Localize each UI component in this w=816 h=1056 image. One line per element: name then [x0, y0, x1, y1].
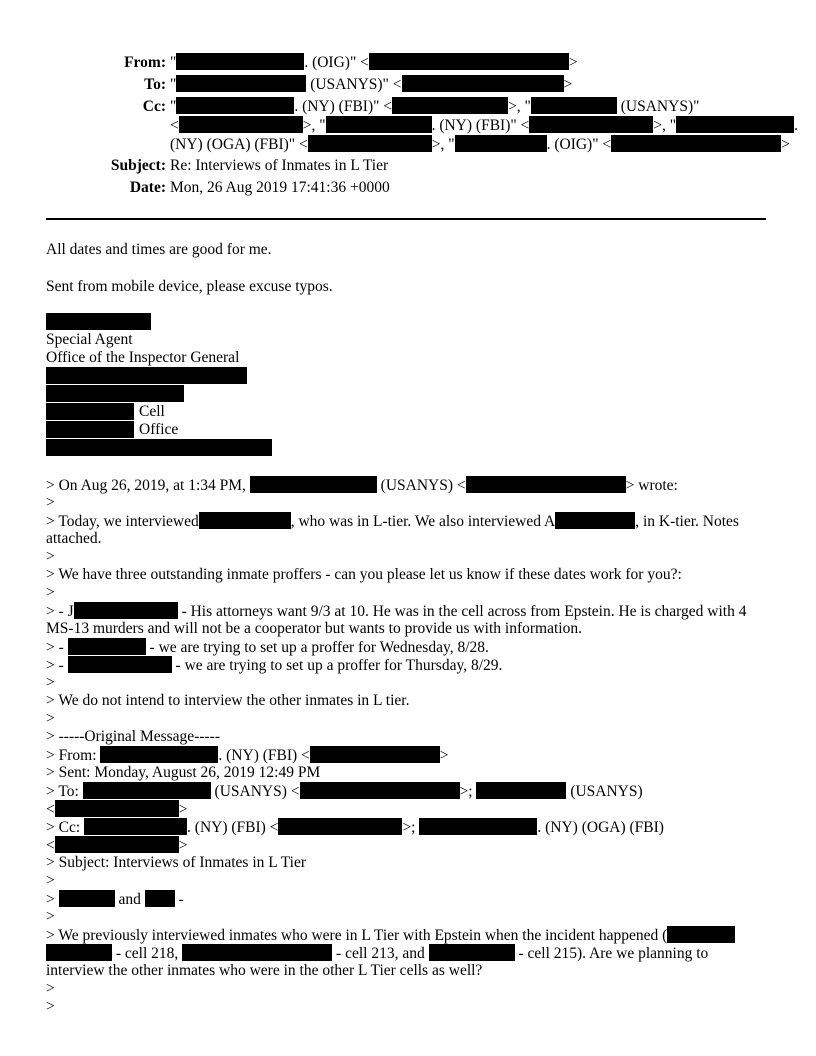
- quoted-line: >: [46, 998, 55, 1015]
- header-divider: [46, 218, 766, 220]
- redaction: [531, 97, 617, 114]
- redaction: [176, 75, 306, 92]
- redaction: [529, 116, 653, 133]
- body-line: All dates and times are good for me.: [46, 241, 272, 258]
- redaction: [369, 53, 569, 70]
- signature-office-label: Office: [139, 421, 179, 438]
- redaction: [55, 800, 179, 817]
- redaction: [100, 746, 218, 763]
- quoted-line: > We previously interviewed inmates who were in L Tier with Epstein when the incident happened (: [46, 926, 735, 945]
- subject-label: Subject:: [110, 157, 166, 174]
- quoted-line: > Cc: . (NY) (FBI) < >; . (NY) (OGA) (FBI): [46, 819, 664, 836]
- quoted-line: > Sent: Monday, August 26, 2019 12:49 PM: [46, 764, 321, 781]
- redaction: [278, 818, 402, 835]
- redaction: [611, 135, 781, 152]
- redaction: [46, 385, 184, 402]
- quoted-line: < >: [46, 801, 188, 818]
- date-label: Date:: [129, 179, 166, 196]
- quoted-line: > On Aug 26, 2019, at 1:34 PM, (USANYS) < > wrote:: [46, 477, 678, 494]
- redaction: [176, 53, 304, 70]
- redaction: [176, 97, 294, 114]
- quoted-line: >: [46, 494, 55, 511]
- quoted-line: >: [46, 674, 55, 691]
- redaction: [68, 638, 146, 655]
- quoted-line: > - - we are trying to set up a proffer for Thursday, 8/29.: [46, 657, 503, 674]
- quoted-line: MS-13 murders and will not be a cooperator but wants to provide us with information.: [46, 620, 582, 637]
- redaction: [300, 782, 460, 799]
- quoted-line: >: [46, 548, 55, 565]
- quoted-line: > Subject: Interviews of Inmates in L Tier: [46, 854, 307, 871]
- signature-org: Office of the Inspector General: [46, 349, 240, 366]
- redaction: [476, 782, 566, 799]
- redaction: [46, 421, 134, 438]
- redaction: [667, 926, 735, 943]
- redaction: [250, 476, 377, 493]
- to-value: " (USANYS)" < >: [170, 76, 573, 93]
- redaction: [59, 890, 115, 907]
- quoted-line: attached.: [46, 530, 102, 547]
- redaction: [46, 439, 272, 456]
- quoted-line: >: [46, 908, 55, 925]
- quoted-line: < >: [46, 837, 188, 854]
- quoted-line: >: [46, 710, 55, 727]
- cc-label: Cc:: [142, 98, 166, 115]
- redaction: [429, 944, 515, 961]
- quoted-line: > -----Original Message-----: [46, 728, 220, 745]
- quoted-line: > Today, we interviewed , who was in L-tier. We also interviewed A , in K-tier. Notes: [46, 513, 739, 530]
- cc-value-line1: " . (NY) (FBI)" < >, " (USANYS)": [170, 98, 700, 115]
- quoted-line: > To: (USANYS) < >; (USANYS): [46, 783, 643, 800]
- quoted-line: > We do not intend to interview the other inmates in L tier.: [46, 692, 410, 709]
- from-label: From:: [124, 54, 166, 71]
- quoted-line: >: [46, 872, 55, 889]
- redaction: [84, 818, 187, 835]
- redaction: [455, 135, 547, 152]
- redaction: [308, 135, 432, 152]
- date-value: Mon, 26 Aug 2019 17:41:36 +0000: [170, 179, 390, 196]
- redaction: [392, 97, 508, 114]
- quoted-line: > From: . (NY) (FBI) < >: [46, 747, 449, 764]
- redaction: [55, 836, 179, 853]
- quoted-line: interview the other inmates who were in the other L Tier cells as well?: [46, 962, 483, 979]
- quoted-line: > We have three outstanding inmate proffers - can you please let us know if these dates work for you?:: [46, 566, 682, 583]
- signature-title: Special Agent: [46, 331, 133, 348]
- redaction: [326, 116, 432, 133]
- body-line: Sent from mobile device, please excuse typos.: [46, 278, 333, 295]
- quoted-line: > and -: [46, 891, 184, 908]
- redaction: [199, 512, 291, 529]
- quoted-line: > - - we are trying to set up a proffer for Wednesday, 8/28.: [46, 639, 489, 656]
- redaction: [555, 512, 635, 529]
- to-label: To:: [144, 76, 166, 93]
- redaction: [145, 890, 175, 907]
- redaction: [402, 75, 564, 92]
- redaction: [46, 944, 112, 961]
- redaction: [182, 944, 332, 961]
- quoted-line: > - J - His attorneys want 9/3 at 10. He was in the cell across from Epstein. He is charged with 4: [46, 603, 747, 620]
- redaction: [83, 782, 211, 799]
- redaction: [310, 746, 440, 763]
- quoted-line: >: [46, 980, 55, 997]
- redaction: [676, 116, 794, 133]
- redaction: [74, 602, 178, 619]
- signature-cell-label: Cell: [139, 403, 165, 420]
- redaction: [46, 313, 151, 330]
- quoted-line: >: [46, 584, 55, 601]
- redaction: [419, 818, 537, 835]
- quoted-line: - cell 218, - cell 213, and - cell 215). Are we planning to: [46, 944, 708, 963]
- redaction: [466, 476, 626, 493]
- redaction: [68, 656, 172, 673]
- subject-value: Re: Interviews of Inmates in L Tier: [170, 157, 389, 174]
- redaction: [46, 403, 134, 420]
- from-value: " . (OIG)" < >: [170, 54, 578, 71]
- redaction: [46, 367, 247, 384]
- redaction: [179, 116, 303, 133]
